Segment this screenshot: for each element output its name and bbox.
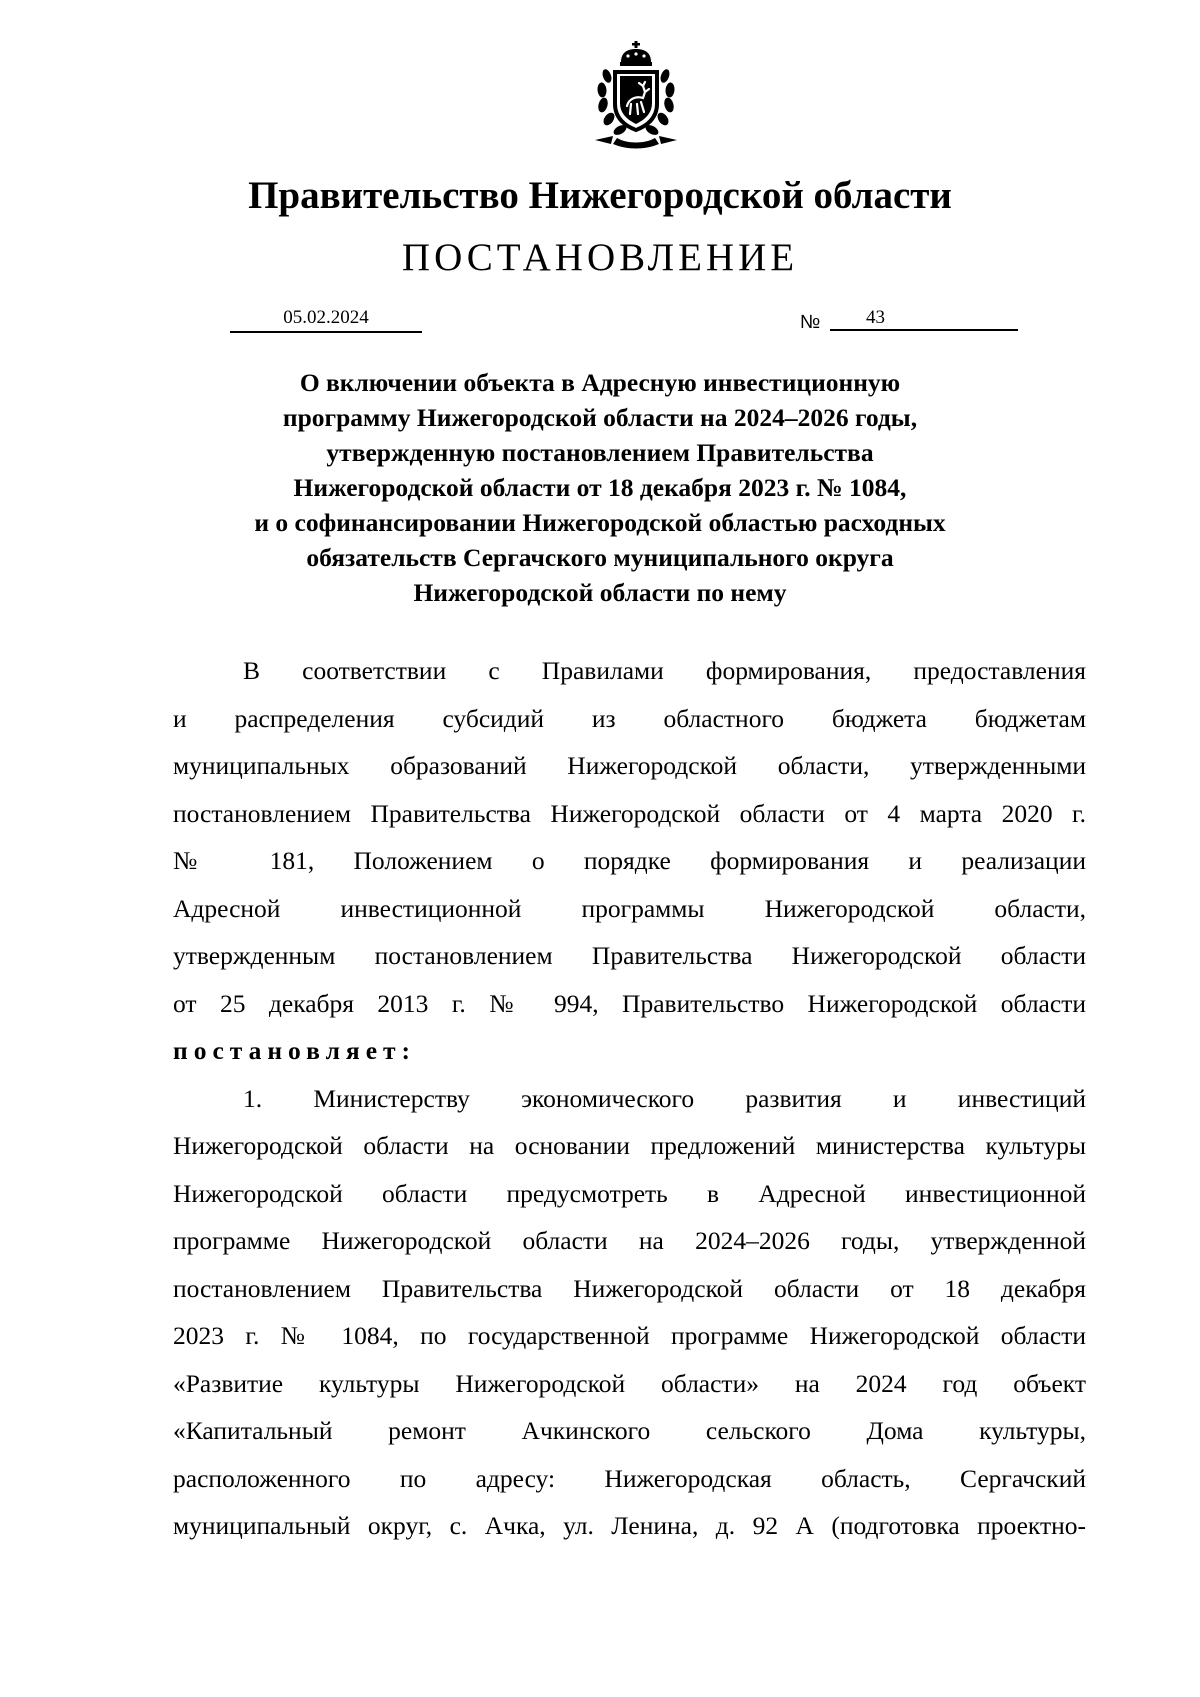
body-line: постановлением Правительства Нижегородской области от 4 марта 2020 г.: [173, 798, 1086, 828]
body-line: В соответствии с Правилами формирования, предоставления: [243, 656, 1086, 685]
title-line: Нижегородской области от 18 декабря 2023 г. № 1084,: [293, 473, 907, 502]
body-line: муниципальный округ, с. Ачка, ул. Ленина, д. 92 А (подготовка проектно-: [173, 1511, 1086, 1540]
body-line: программе Нижегородской области на 2024–2026 годы, утвержденной: [173, 1226, 1086, 1255]
document-number: 43: [830, 304, 1018, 331]
body-line: Адресной инвестиционной программы Нижегородской области,: [173, 893, 1086, 923]
body-line: 1. Министерству экономического развития и инвестиций: [243, 1083, 1086, 1113]
body-line: утвержденным постановлением Правительства Нижегородской области: [173, 941, 1086, 970]
title-line: обязательств Сергачского муниципального округа: [306, 543, 894, 572]
title-line: программу Нижегородской области на 2024–2026 годы,: [282, 403, 918, 432]
document-date: 05.02.2024: [230, 304, 422, 333]
body-line: № 181, Положением о порядке формирования и реализации: [173, 846, 1086, 875]
body-line: «Развитие культуры Нижегородской области» на 2024 год объект: [173, 1368, 1086, 1398]
resolves-keyword: постановляет:: [173, 1036, 417, 1065]
title-line: утвержденную постановлением Правительства: [326, 438, 874, 467]
document-title: [150, 365, 1050, 610]
document-body: [173, 647, 1086, 1550]
coat-of-arms-emblem: [581, 40, 691, 150]
title-line: Нижегородской области по нему: [413, 578, 787, 607]
document-type: ПОСТАНОВЛЕНИЕ: [401, 236, 799, 279]
body-line: постановлением Правительства Нижегородской области от 18 декабря: [173, 1273, 1086, 1303]
number-sign: №: [800, 312, 821, 333]
organization-name: Правительство Нижегородской области: [248, 174, 952, 217]
body-line: Нижегородской области предусмотреть в Адресной инвестиционной: [173, 1178, 1086, 1208]
title-line: и о софинансировании Нижегородской областью расходных: [254, 508, 946, 537]
body-line: расположенного по адресу: Нижегородская область, Сергачский: [173, 1463, 1086, 1493]
body-line: «Капитальный ремонт Ачкинского сельского Дома культуры,: [173, 1416, 1086, 1445]
body-line: и распределения субсидий из областного бюджета бюджетам: [173, 703, 1086, 733]
body-line: 2023 г. № 1084, по государственной программе Нижегородской области: [173, 1321, 1086, 1350]
body-line: Нижегородской области на основании предложений министерства культуры: [173, 1131, 1086, 1160]
body-line: от 25 декабря 2013 г. № 994, Правительство Нижегородской области: [173, 988, 1086, 1018]
title-line: О включении объекта в Адресную инвестиционную: [299, 368, 901, 397]
body-line: муниципальных образований Нижегородской области, утвержденными: [173, 751, 1086, 780]
